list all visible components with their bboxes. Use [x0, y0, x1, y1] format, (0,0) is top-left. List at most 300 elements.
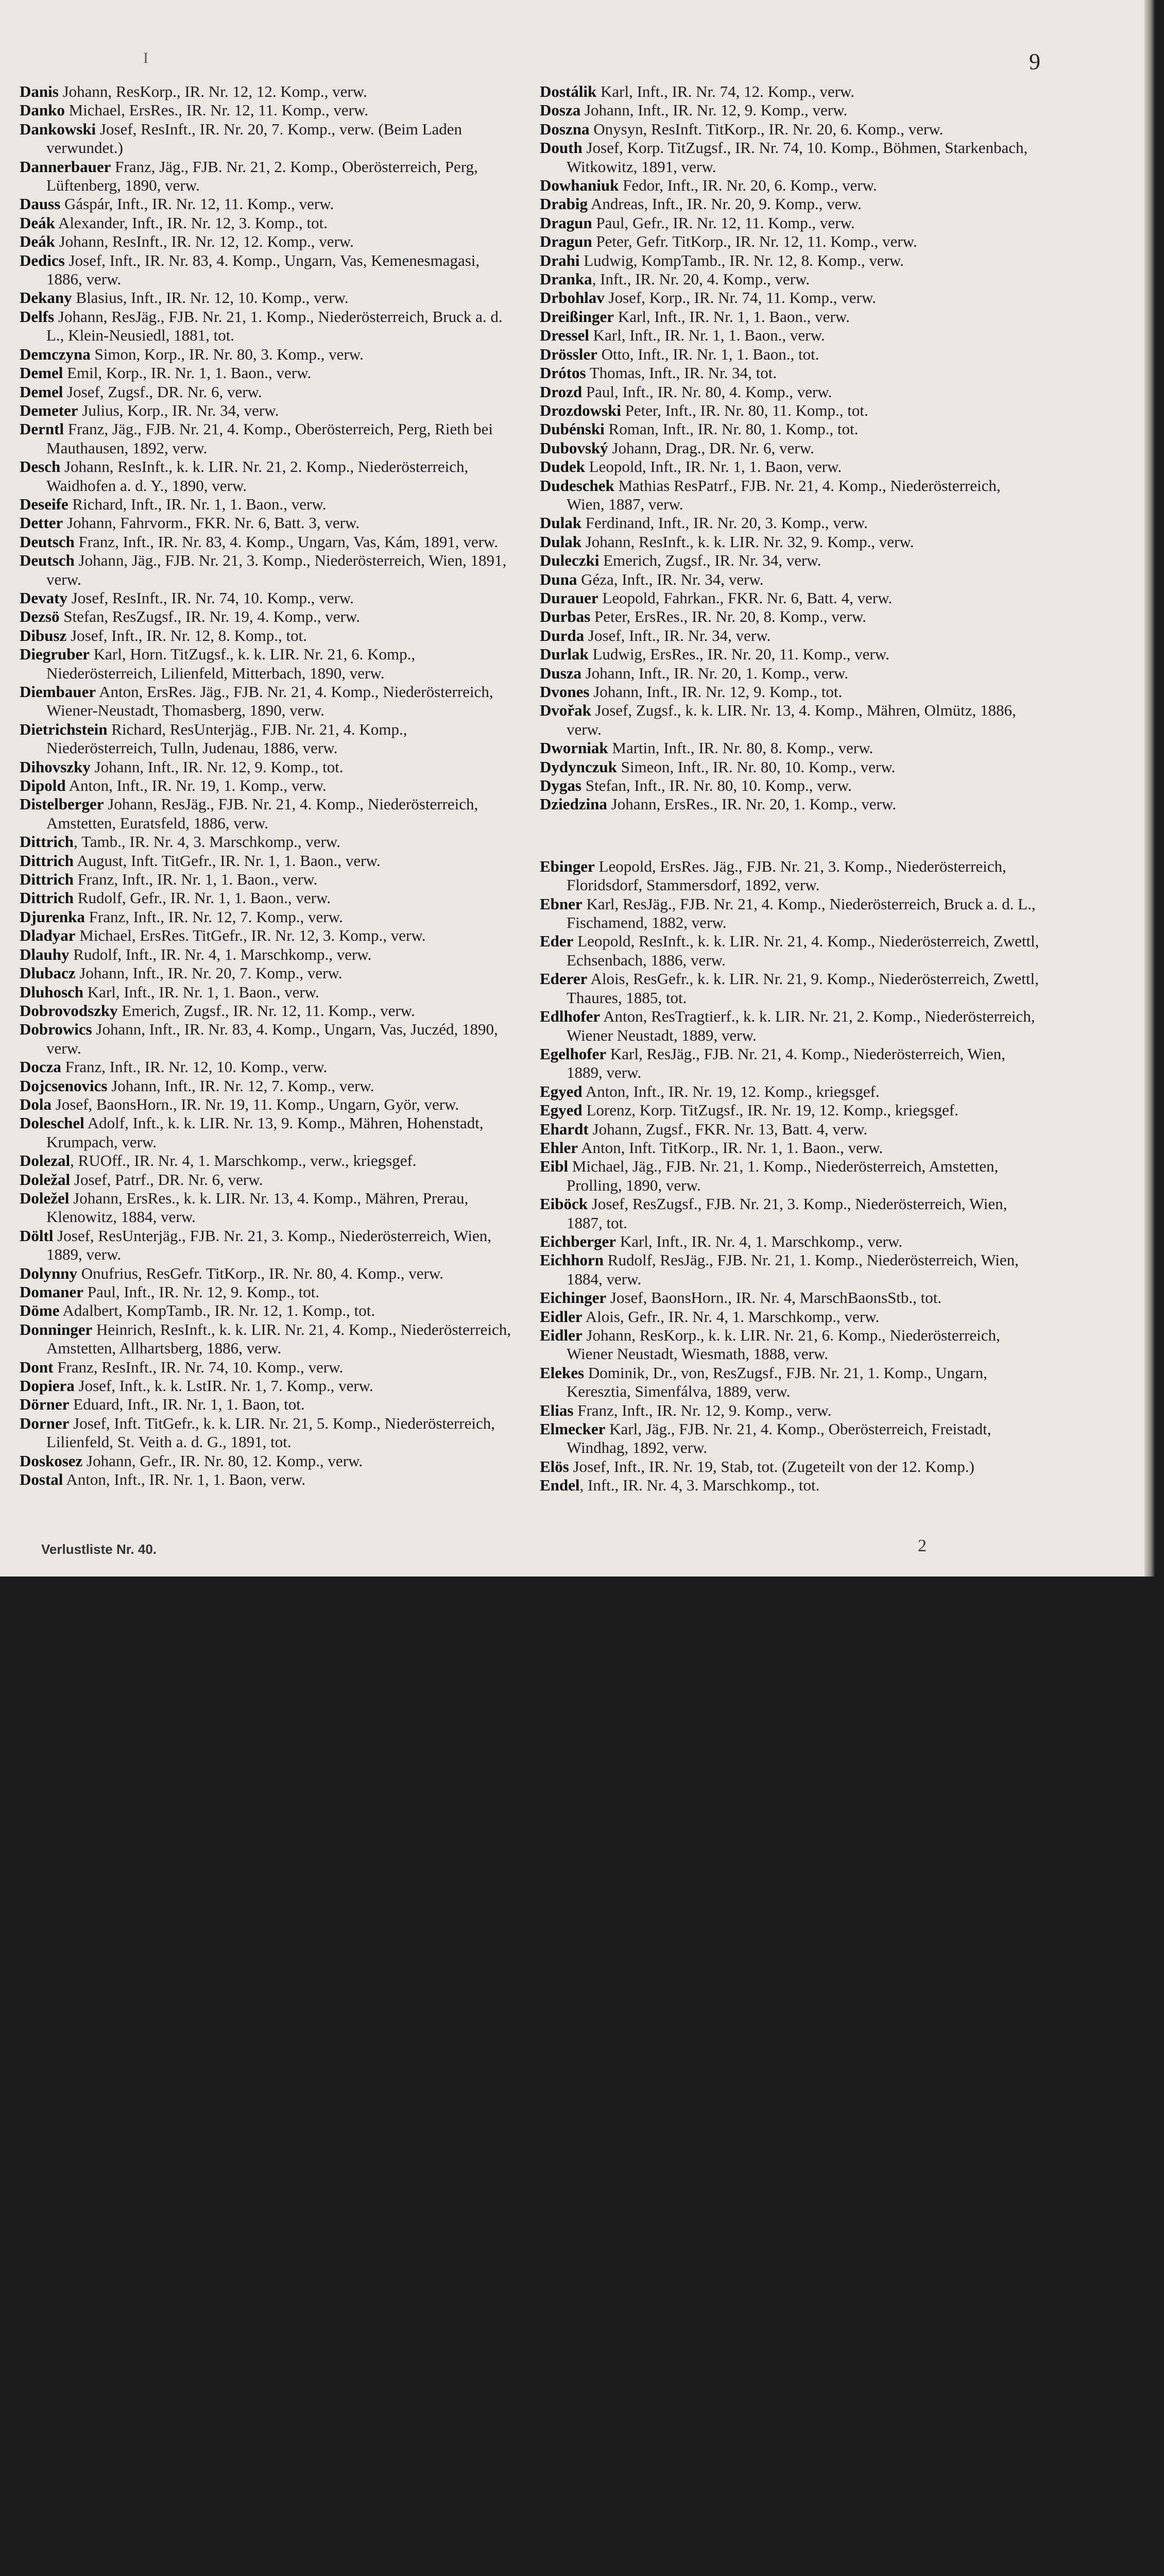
- entry-surname: Duleczki: [540, 551, 600, 570]
- entry-details: Otto, Inft., IR. Nr. 1, 1. Baon., tot.: [597, 345, 819, 363]
- entry-details: August, Inft. TitGefr., IR. Nr. 1, 1. Baon., verw.: [74, 851, 381, 870]
- entry-details: Ludwig, KompTamb., IR. Nr. 12, 8. Komp., verw.: [579, 251, 904, 269]
- list-entry: [540, 795, 1039, 814]
- list-entry: [540, 477, 1039, 514]
- list-entry: [20, 308, 517, 345]
- entry-surname: Dreißinger: [540, 307, 614, 326]
- entry-details: Roman, Inft., IR. Nr. 80, 1. Komp., tot.: [604, 420, 859, 438]
- list-entry: [20, 870, 517, 889]
- list-entry: [20, 1358, 517, 1377]
- list-entry: [20, 345, 517, 364]
- list-entry: [20, 1171, 517, 1189]
- entry-details: Josef, BaonsHorn., IR. Nr. 4, MarschBaonsStb., tot.: [606, 1289, 942, 1307]
- list-entry: [20, 158, 517, 195]
- entry-details: Johann, ResJäg., FJB. Nr. 21, 1. Komp., Niederösterreich, Bruck a. d. L., Klein-Neusiedl, 1881, tot.: [46, 307, 503, 345]
- list-entry: [20, 626, 517, 645]
- entry-surname: Endel: [540, 1476, 580, 1495]
- entry-surname: Eidler: [540, 1326, 583, 1344]
- list-entry: [20, 82, 517, 101]
- list-entry: [20, 1301, 517, 1320]
- entry-surname: Eidler: [540, 1307, 583, 1326]
- entry-surname: Deseife: [20, 495, 69, 513]
- entry-details: Paul, Gefr., IR. Nr. 12, 11. Komp., verw.: [592, 213, 855, 232]
- entry-surname: Dobrowics: [20, 1020, 92, 1039]
- entry-surname: Dubénski: [540, 420, 605, 438]
- entry-details: Michael, ErsRes. TitGefr., IR. Nr. 12, 3. Komp., verw.: [75, 926, 426, 945]
- entry-details: Emil, Korp., IR. Nr. 1, 1. Baon., verw.: [63, 364, 312, 382]
- entry-details: Leopold, ResInft., k. k. LIR. Nr. 21, 4. Komp., Niederösterreich, Zwettl, Echsenbach, 1886, verw.: [567, 932, 1039, 969]
- entry-surname: Douth: [540, 139, 583, 157]
- entry-details: Michael, Jäg., FJB. Nr. 21, 1. Komp., Niederösterreich, Amstetten, Prolling, 1890, verw.: [567, 1157, 999, 1194]
- entry-surname: Demeter: [20, 401, 78, 419]
- entry-details: Richard, Inft., IR. Nr. 1, 1. Baon., verw.: [68, 495, 327, 513]
- entry-details: Peter, ErsRes., IR. Nr. 20, 8. Komp., verw.: [590, 607, 866, 626]
- entry-details: Rudolf, Inft., IR. Nr. 4, 1. Marschkomp., verw.: [69, 945, 372, 963]
- entry-details: Gáspár, Inft., IR. Nr. 12, 11. Komp., verw.: [60, 195, 334, 213]
- page-number: 9: [1029, 49, 1040, 74]
- list-entry: [540, 232, 1039, 251]
- entry-details: Josef, Inft. TitGefr., k. k. LIR. Nr. 21, 5. Komp., Niederösterreich, Lilienfeld, St. Veith a. d. G., 1891, tot.: [46, 1414, 495, 1451]
- list-entry: [540, 401, 1039, 420]
- entry-details: Thomas, Inft., IR. Nr. 34, tot.: [586, 364, 777, 382]
- list-entry: [540, 1232, 1039, 1251]
- list-entry: [540, 326, 1039, 345]
- entry-surname: Danko: [20, 101, 65, 120]
- entry-surname: Ebinger: [540, 857, 595, 875]
- right-column: [540, 82, 1039, 1495]
- entry-surname: Doležel: [20, 1189, 70, 1207]
- list-entry: [540, 1045, 1039, 1082]
- entry-details: Franz, Inft., IR. Nr. 83, 4. Komp., Ungarn, Vas, Kám, 1891, verw.: [74, 532, 499, 551]
- entry-surname: Elmecker: [540, 1420, 606, 1438]
- entry-details: Ferdinand, Inft., IR. Nr. 20, 3. Komp., verw.: [581, 514, 868, 532]
- entry-details: Peter, Gefr. TitKorp., IR. Nr. 12, 11. Komp., verw.: [592, 232, 917, 251]
- entry-details: Josef, Zugsf., DR. Nr. 6, verw.: [63, 382, 262, 401]
- entry-details: , Inft., IR. Nr. 20, 4. Komp., verw.: [592, 270, 810, 289]
- footer-issue-label: Verlustliste Nr. 40.: [41, 1541, 157, 1557]
- list-entry: [20, 383, 517, 401]
- list-entry: [20, 251, 517, 289]
- entry-surname: Dipold: [20, 776, 66, 795]
- entry-details: Johann, Inft., IR. Nr. 20, 7. Komp., verw.: [75, 964, 343, 982]
- entry-details: Paul, Inft., IR. Nr. 12, 9. Komp., tot.: [83, 1283, 320, 1301]
- entry-surname: Egyed: [540, 1082, 583, 1100]
- entry-surname: Dvones: [540, 683, 590, 701]
- list-entry: [20, 1264, 517, 1283]
- entry-details: Franz, ResInft., IR. Nr. 74, 10. Komp., verw.: [53, 1358, 344, 1376]
- entry-surname: Delfs: [20, 307, 55, 326]
- entry-surname: Dudek: [540, 457, 585, 476]
- entry-details: Josef, Inft., k. k. LstIR. Nr. 1, 7. Komp., verw.: [74, 1377, 373, 1395]
- entry-details: Johann, ResInft., k. k. LIR. Nr. 21, 2. Komp., Niederösterreich, Waidhofen a. d. Y., 1890, verw.: [46, 457, 469, 495]
- entry-surname: Eiböck: [540, 1195, 588, 1213]
- list-entry: [20, 214, 517, 232]
- entry-surname: Demczyna: [20, 345, 91, 363]
- entry-details: Johann, Gefr., IR. Nr. 80, 12. Komp., verw.: [82, 1451, 363, 1470]
- list-entry: [20, 795, 517, 833]
- entry-surname: Dobrovodszky: [20, 1001, 118, 1020]
- entry-details: Josef, ResUnterjäg., FJB. Nr. 21, 3. Komp., Niederösterreich, Wien, 1889, verw.: [46, 1226, 491, 1264]
- entry-details: Leopold, ErsRes. Jäg., FJB. Nr. 21, 3. Komp., Niederösterreich, Floridsdorf, Stammersdorf, 1892, verw.: [567, 857, 1006, 894]
- entry-details: Fedor, Inft., IR. Nr. 20, 6. Komp., verw.: [619, 176, 877, 195]
- list-entry: [540, 570, 1039, 589]
- entry-surname: Dojcsenovics: [20, 1076, 108, 1095]
- entry-surname: Durbas: [540, 607, 591, 626]
- list-entry: [20, 1189, 517, 1227]
- list-entry: [540, 1120, 1039, 1139]
- entry-surname: Dorner: [20, 1414, 70, 1432]
- entry-details: Johann, Inft., IR. Nr. 83, 4. Komp., Ungarn, Vas, Juczéd, 1890, verw.: [46, 1020, 498, 1057]
- list-entry: [540, 139, 1039, 176]
- entry-details: Géza, Inft., IR. Nr. 34, verw.: [577, 570, 764, 588]
- entry-details: Karl, ResJäg., FJB. Nr. 21, 4. Komp., Niederösterreich, Wien, 1889, verw.: [567, 1044, 1005, 1082]
- d-section: [540, 82, 1039, 814]
- entry-surname: Döltl: [20, 1226, 54, 1245]
- entry-surname: Dankowski: [20, 120, 96, 138]
- entry-surname: Dulak: [540, 514, 581, 532]
- entry-surname: Deutsch: [20, 551, 75, 570]
- list-entry: [20, 1058, 517, 1076]
- entry-surname: Durauer: [540, 588, 598, 607]
- list-entry: [540, 251, 1039, 270]
- entry-surname: Drabig: [540, 195, 588, 213]
- entry-details: Alois, Gefr., IR. Nr. 4, 1. Marschkomp., verw.: [582, 1307, 880, 1326]
- list-entry: [540, 101, 1039, 120]
- entry-details: Lorenz, Korp. TitZugsf., IR. Nr. 19, 12. Komp., kriegsgef.: [582, 1101, 958, 1120]
- entry-surname: Egelhofer: [540, 1044, 607, 1063]
- entry-surname: Djurenka: [20, 907, 85, 926]
- entry-details: Josef, Korp. TitZugsf., IR. Nr. 74, 10. Komp., Böhmen, Starkenbach, Witkowitz, 1891, verw.: [567, 139, 1028, 176]
- list-entry: [20, 364, 517, 382]
- list-entry: [20, 457, 517, 495]
- entry-details: Anton, ResTragtierf., k. k. LIR. Nr. 21, 2. Komp., Niederösterreich, Wiener Neustadt, 1889, verw.: [567, 1007, 1035, 1044]
- entry-details: Adalbert, KompTamb., IR. Nr. 12, 1. Komp., tot.: [59, 1301, 375, 1320]
- list-entry: [20, 1077, 517, 1095]
- list-entry: [20, 683, 517, 720]
- list-entry: [540, 420, 1039, 438]
- list-entry: [540, 1401, 1039, 1420]
- list-entry: [20, 120, 517, 158]
- entry-surname: Drótos: [540, 364, 586, 382]
- list-entry: [540, 176, 1039, 195]
- list-entry: [540, 120, 1039, 139]
- entry-surname: Dydynczuk: [540, 757, 617, 776]
- list-entry: [20, 514, 517, 532]
- list-entry: [540, 1251, 1039, 1289]
- entry-details: Franz, Inft., IR. Nr. 12, 7. Komp., verw.: [84, 907, 343, 926]
- list-entry: [20, 908, 517, 926]
- entry-details: Josef, Zugsf., k. k. LIR. Nr. 13, 4. Komp., Mähren, Olmütz, 1886, verw.: [567, 701, 1016, 738]
- list-entry: [540, 1476, 1039, 1495]
- entry-details: Onysyn, ResInft. TitKorp., IR. Nr. 20, 6. Komp., verw.: [589, 120, 944, 138]
- entry-details: Emerich, Zugsf., IR. Nr. 34, verw.: [599, 551, 821, 570]
- entry-surname: Dezsö: [20, 607, 60, 626]
- entry-details: Josef, ResInft., IR. Nr. 74, 10. Komp., verw.: [67, 588, 354, 607]
- list-entry: [540, 970, 1039, 1007]
- list-entry: [20, 1114, 517, 1151]
- entry-details: Dominik, Dr., von, ResZugsf., FJB. Nr. 21, 1. Komp., Ungarn, Keresztia, Simenfálva, 1889, verw.: [567, 1363, 987, 1401]
- entry-details: Julius, Korp., IR. Nr. 34, verw.: [78, 401, 279, 419]
- entry-details: Richard, ResUnterjäg., FJB. Nr. 21, 4. Komp., Niederösterreich, Tulln, Judenau, 1886, verw.: [46, 720, 407, 757]
- list-entry: [540, 701, 1039, 739]
- list-entry: [20, 1227, 517, 1264]
- entry-details: Josef, Inft., IR. Nr. 83, 4. Komp., Ungarn, Vas, Kemenesmagasi, 1886, verw.: [46, 251, 480, 289]
- entry-surname: Dlauhy: [20, 945, 70, 963]
- list-entry: [540, 1308, 1039, 1326]
- entry-details: Anton, ErsRes. Jäg., FJB. Nr. 21, 4. Komp., Niederösterreich, Wiener-Neustadt, Thomasberg, 1890, verw.: [46, 683, 493, 720]
- entry-surname: Elekes: [540, 1363, 585, 1382]
- list-entry: [540, 1364, 1039, 1401]
- footer-signature-number: 2: [918, 1536, 927, 1555]
- list-entry: [20, 1020, 517, 1058]
- list-entry: [20, 1151, 517, 1170]
- list-entry: [540, 551, 1039, 570]
- entry-details: Leopold, Fahrkan., FKR. Nr. 6, Batt. 4, verw.: [598, 588, 893, 607]
- entry-surname: Domaner: [20, 1283, 83, 1301]
- entry-details: Johann, Inft., IR. Nr. 12, 9. Komp., tot.: [90, 757, 344, 776]
- entry-details: , Tamb., IR. Nr. 4, 3. Marschkomp., verw.: [74, 833, 340, 851]
- entry-surname: Eichhorn: [540, 1251, 604, 1269]
- entry-surname: Dragun: [540, 232, 592, 251]
- entry-details: Martin, Inft., IR. Nr. 80, 8. Komp., verw.: [608, 739, 874, 757]
- entry-surname: Dvořak: [540, 701, 591, 720]
- entry-surname: Deák: [20, 232, 55, 251]
- entry-surname: Ederer: [540, 970, 588, 988]
- entry-surname: Dittrich: [20, 889, 74, 907]
- entry-details: Franz, Jäg., FJB. Nr. 21, 4. Komp., Oberösterreich, Perg, Rieth bei Mauthausen, 1892, verw.: [46, 420, 493, 457]
- entry-details: Leopold, Inft., IR. Nr. 1, 1. Baon, verw.: [585, 457, 842, 476]
- list-entry: [540, 383, 1039, 401]
- entry-details: Johann, Drag., DR. Nr. 6, verw.: [608, 438, 814, 457]
- entry-details: Rudolf, Gefr., IR. Nr. 1, 1. Baon., verw.: [74, 889, 331, 907]
- entry-surname: Dörner: [20, 1395, 70, 1414]
- entry-details: Stefan, ResZugsf., IR. Nr. 19, 4. Komp., verw.: [59, 607, 360, 626]
- entry-surname: Dosza: [540, 101, 581, 120]
- entry-surname: Demel: [20, 364, 63, 382]
- list-entry: [540, 270, 1039, 289]
- entry-surname: Dopiera: [20, 1377, 75, 1395]
- list-entry: [540, 664, 1039, 683]
- entry-surname: Dworniak: [540, 739, 608, 757]
- entry-surname: Derntl: [20, 420, 64, 438]
- entry-surname: Dressel: [540, 326, 589, 345]
- entry-details: Karl, Horn. TitZugsf., k. k. LIR. Nr. 21, 6. Komp., Niederösterreich, Lilienfeld, Mitterbach, 1890, verw.: [46, 645, 416, 682]
- entry-surname: Döme: [20, 1301, 60, 1320]
- list-entry: [540, 1326, 1039, 1364]
- entry-surname: Doskosez: [20, 1451, 83, 1470]
- list-entry: [20, 1283, 517, 1301]
- entry-surname: Dostálik: [540, 82, 597, 100]
- entry-details: Johann, ResJäg., FJB. Nr. 21, 4. Komp., Niederösterreich, Amstetten, Euratsfeld, 1886, verw.: [46, 795, 478, 832]
- list-entry: [540, 1157, 1039, 1195]
- entry-details: Andreas, Inft., IR. Nr. 20, 9. Komp., verw.: [588, 195, 862, 213]
- entry-details: Franz, Inft., IR. Nr. 12, 9. Komp., verw.: [573, 1401, 832, 1419]
- entry-surname: Ehardt: [540, 1120, 589, 1138]
- entry-details: Blasius, Inft., IR. Nr. 12, 10. Komp., verw.: [72, 289, 349, 307]
- list-entry: [20, 101, 517, 120]
- list-entry: [20, 607, 517, 626]
- list-entry: [540, 607, 1039, 626]
- margin-tick-mark: I: [143, 49, 148, 66]
- list-entry: [540, 195, 1039, 213]
- list-entry: [540, 439, 1039, 457]
- entry-details: Adolf, Inft., k. k. LIR. Nr. 13, 9. Komp., Mähren, Hohenstadt, Krumpach, verw.: [46, 1114, 484, 1151]
- entry-details: Johann, ErsRes., k. k. LIR. Nr. 13, 4. Komp., Mähren, Prerau, Klenowitz, 1884, verw.: [46, 1189, 469, 1226]
- list-entry: [20, 758, 517, 776]
- list-entry: [540, 214, 1039, 232]
- list-entry: [540, 1195, 1039, 1232]
- entry-surname: Eichinger: [540, 1289, 607, 1307]
- list-entry: [20, 533, 517, 551]
- list-entry: [540, 645, 1039, 664]
- viewer-bar: [0, 1577, 1164, 1701]
- entry-surname: Diegruber: [20, 645, 90, 664]
- entry-surname: Dulak: [540, 532, 581, 551]
- entry-details: Josef, Inft., IR. Nr. 34, verw.: [584, 626, 771, 645]
- entry-surname: Desch: [20, 457, 61, 476]
- entry-details: Johann, ErsRes., IR. Nr. 20, 1. Komp., verw.: [607, 795, 896, 814]
- list-entry: [540, 1007, 1039, 1045]
- list-entry: [20, 945, 517, 964]
- entry-details: Onufrius, ResGefr. TitKorp., IR. Nr. 80, 4. Komp., verw.: [77, 1264, 443, 1282]
- list-entry: [540, 345, 1039, 364]
- entry-details: Rudolf, ResJäg., FJB. Nr. 21, 1. Komp., Niederösterreich, Wien, 1884, verw.: [567, 1251, 1019, 1288]
- entry-surname: Danis: [20, 82, 59, 100]
- entry-surname: Dola: [20, 1095, 52, 1113]
- list-entry: [20, 1414, 517, 1452]
- list-entry: [540, 1139, 1039, 1157]
- entry-surname: Dont: [20, 1358, 54, 1376]
- list-entry: [20, 720, 517, 758]
- entry-surname: Dowhaniuk: [540, 176, 619, 195]
- entry-surname: Dziedzina: [540, 795, 607, 814]
- list-entry: [540, 857, 1039, 895]
- entry-details: Johann, Inft., IR. Nr. 12, 9. Komp., verw.: [580, 101, 848, 120]
- section-gap: [540, 814, 1039, 857]
- list-entry: [540, 683, 1039, 701]
- list-entry: [20, 420, 517, 457]
- entry-details: Josef, ResZugsf., FJB. Nr. 21, 3. Komp., Niederösterreich, Wien, 1887, tot.: [567, 1195, 1007, 1232]
- entry-surname: Dannerbauer: [20, 157, 111, 176]
- list-entry: [540, 514, 1039, 532]
- entry-details: Johann, Inft., IR. Nr. 12, 7. Komp., verw.: [107, 1076, 374, 1095]
- entry-details: Josef, BaonsHorn., IR. Nr. 19, 11. Komp., Ungarn, Györ, verw.: [52, 1095, 459, 1113]
- entry-details: Stefan, Inft., IR. Nr. 80, 10. Komp., verw.: [581, 776, 852, 795]
- entry-details: Anton, Inft., IR. Nr. 19, 12. Komp., kriegsgef.: [582, 1082, 880, 1100]
- entry-surname: Elös: [540, 1457, 569, 1476]
- list-entry: [20, 1470, 517, 1489]
- entry-details: Karl, Inft., IR. Nr. 4, 1. Marschkomp., verw.: [616, 1232, 902, 1250]
- entry-details: Franz, Jäg., FJB. Nr. 21, 2. Komp., Oberösterreich, Perg, Lüftenberg, 1890, verw.: [46, 157, 478, 195]
- entry-details: Alexander, Inft., IR. Nr. 12, 3. Komp., tot.: [55, 213, 328, 232]
- list-entry: [540, 739, 1039, 757]
- list-entry: [20, 1320, 517, 1358]
- list-entry: [540, 758, 1039, 776]
- entry-details: Karl, Inft., IR. Nr. 1, 1. Baon., verw.: [83, 982, 319, 1001]
- entry-details: Peter, Inft., IR. Nr. 80, 11. Komp., tot.: [621, 401, 868, 419]
- list-entry: [540, 776, 1039, 795]
- entry-surname: Dragun: [540, 213, 592, 232]
- entry-surname: Docza: [20, 1058, 61, 1076]
- entry-details: Michael, ErsRes., IR. Nr. 12, 11. Komp., verw.: [64, 101, 369, 120]
- entry-surname: Dusza: [540, 664, 581, 682]
- entry-surname: Dudeschek: [540, 476, 614, 495]
- entry-surname: Dubovský: [540, 438, 608, 457]
- entry-details: Karl, Jäg., FJB. Nr. 21, 4. Komp., Oberösterreich, Freistadt, Windhag, 1892, verw.: [567, 1420, 991, 1457]
- entry-details: Anton, Inft., IR. Nr. 19, 1. Komp., verw.: [65, 776, 327, 795]
- entry-surname: Dolezal: [20, 1151, 71, 1170]
- entry-surname: Donninger: [20, 1320, 93, 1338]
- entry-details: Franz, Inft., IR. Nr. 1, 1. Baon., verw.: [74, 870, 318, 889]
- entry-surname: Dekany: [20, 289, 72, 307]
- entry-details: Johann, Fahrvorm., FKR. Nr. 6, Batt. 3, verw.: [63, 514, 360, 532]
- entry-details: Karl, Inft., IR. Nr. 1, 1. Baon., verw.: [614, 307, 850, 326]
- entry-details: , Inft., IR. Nr. 4, 3. Marschkomp., tot.: [579, 1476, 820, 1495]
- list-entry: [20, 983, 517, 1002]
- entry-surname: Elias: [540, 1401, 574, 1419]
- entry-surname: Deák: [20, 213, 55, 232]
- entry-surname: Drozdowski: [540, 401, 621, 419]
- entry-surname: Durda: [540, 626, 585, 645]
- list-entry: [20, 926, 517, 945]
- entry-details: Karl, Inft., IR. Nr. 1, 1. Baon., verw.: [589, 326, 825, 345]
- entry-surname: Doleschel: [20, 1114, 84, 1132]
- list-entry: [540, 932, 1039, 970]
- list-entry: [20, 195, 517, 213]
- left-column: [20, 82, 517, 1489]
- page-edge: [1144, 0, 1155, 1577]
- entry-surname: Drbohlav: [540, 289, 605, 307]
- entry-details: Johann, Jäg., FJB. Nr. 21, 3. Komp., Niederösterreich, Wien, 1891, verw.: [46, 551, 507, 588]
- entry-surname: Duna: [540, 570, 577, 588]
- entry-details: Johann, ResInft., k. k. LIR. Nr. 32, 9. Komp., verw.: [581, 532, 914, 551]
- entry-surname: Dittrich: [20, 833, 74, 851]
- entry-details: Josef, ResInft., IR. Nr. 20, 7. Komp., verw. (Beim Laden verwundet.): [46, 120, 463, 157]
- list-entry: [540, 289, 1039, 307]
- entry-surname: Drössler: [540, 345, 597, 363]
- entry-surname: Devaty: [20, 588, 67, 607]
- entry-surname: Eibl: [540, 1157, 569, 1176]
- list-entry: [20, 889, 517, 907]
- entry-surname: Dibusz: [20, 626, 67, 645]
- list-entry: [20, 1002, 517, 1020]
- entry-details: Ludwig, ErsRes., IR. Nr. 20, 11. Komp., verw.: [588, 645, 889, 664]
- list-entry: [540, 1101, 1039, 1120]
- entry-surname: Dauss: [20, 195, 61, 213]
- list-entry: [20, 1452, 517, 1470]
- entry-details: Alois, ResGefr., k. k. LIR. Nr. 21, 9. Komp., Niederösterreich, Zwettl, Thaures, 1885, tot.: [567, 970, 1039, 1007]
- entry-details: Emerich, Zugsf., IR. Nr. 12, 11. Komp., verw.: [117, 1001, 415, 1020]
- entry-details: Johann, ResInft., IR. Nr. 12, 12. Komp., verw.: [55, 232, 354, 251]
- entry-surname: Edlhofer: [540, 1007, 601, 1026]
- entry-details: Simeon, Inft., IR. Nr. 80, 10. Komp., verw.: [617, 757, 896, 776]
- list-entry: [20, 232, 517, 251]
- list-entry: [540, 533, 1039, 551]
- list-entry: [540, 895, 1039, 933]
- list-entry: [20, 1377, 517, 1395]
- entry-details: Simon, Korp., IR. Nr. 80, 3. Komp., verw.: [90, 345, 364, 363]
- list-entry: [20, 776, 517, 795]
- entry-details: Paul, Inft., IR. Nr. 80, 4. Komp., verw.: [582, 382, 832, 401]
- entry-surname: Dittrich: [20, 851, 74, 870]
- list-entry: [20, 401, 517, 420]
- list-entry: [540, 1082, 1039, 1101]
- entry-surname: Dietrichstein: [20, 720, 108, 738]
- list-entry: [20, 495, 517, 514]
- entry-details: Karl, ResJäg., FJB. Nr. 21, 4. Komp., Niederösterreich, Bruck a. d. L., Fischamend, 1882, verw.: [567, 894, 1036, 932]
- entry-details: Mathias ResPatrf., FJB. Nr. 21, 4. Komp., Niederösterreich, Wien, 1887, verw.: [567, 476, 1001, 513]
- list-entry: [20, 833, 517, 851]
